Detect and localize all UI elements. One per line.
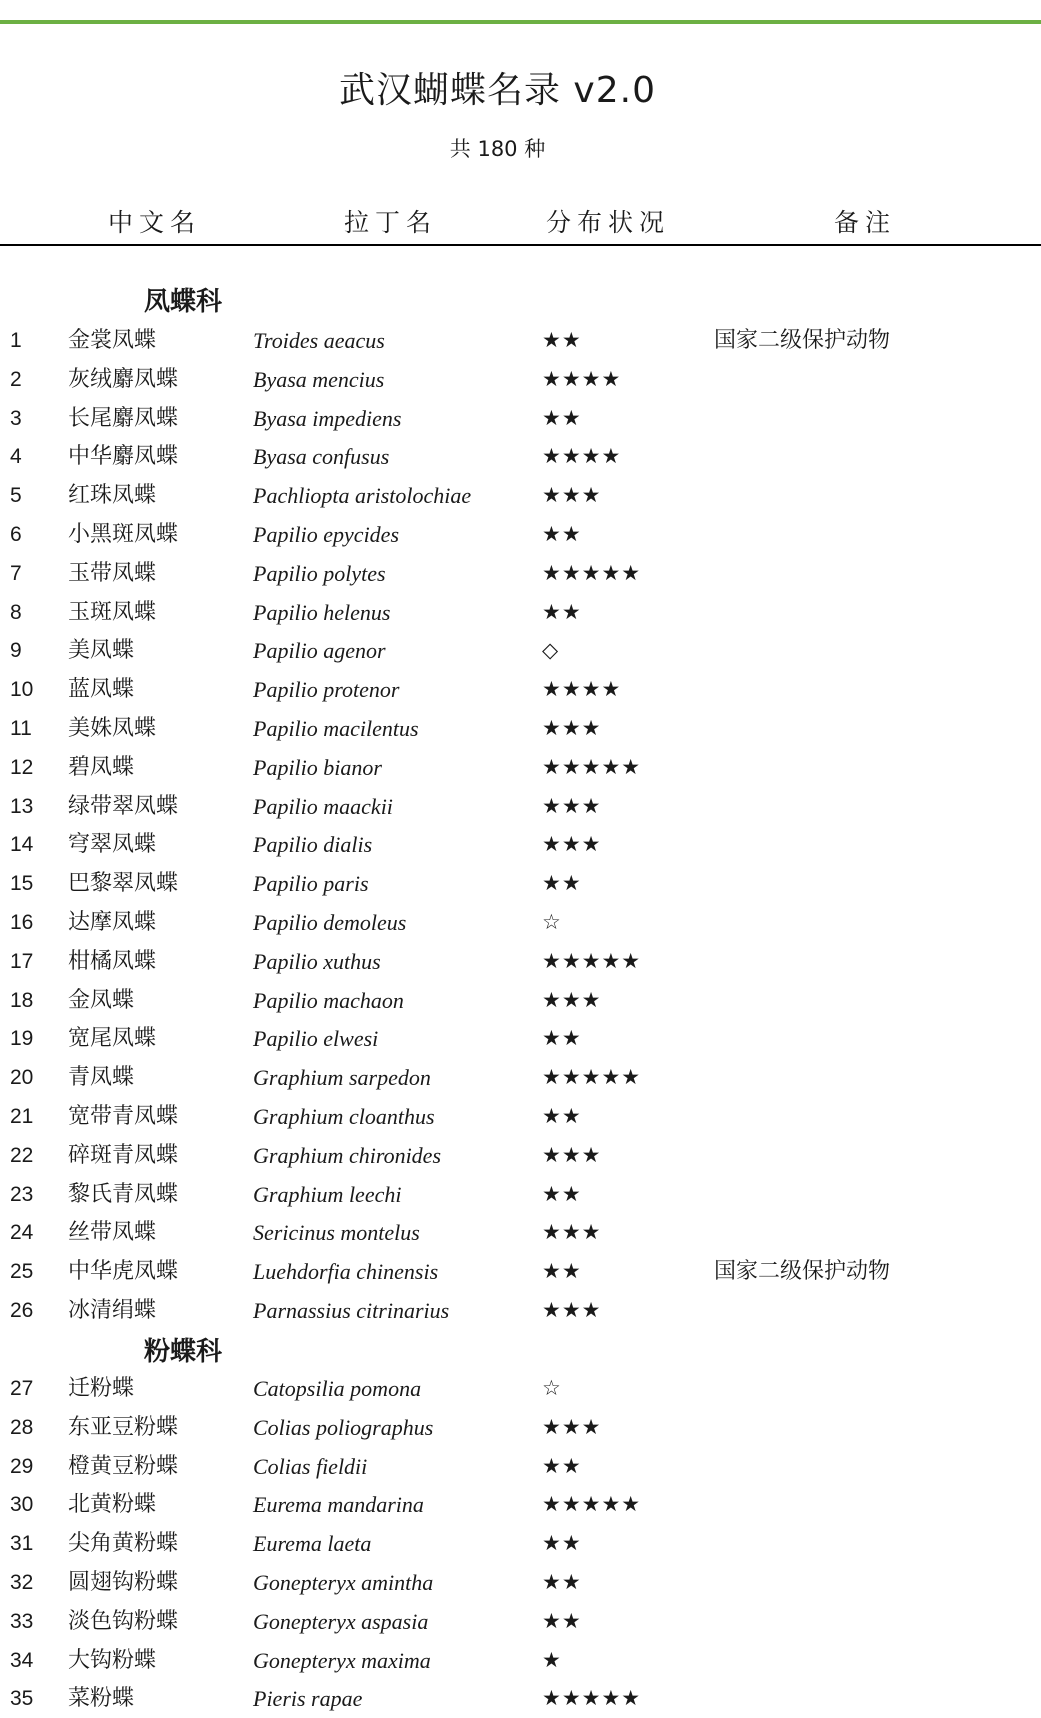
chinese-name: 北黄粉蝶 [68,1492,157,1517]
table-row [0,942,1041,981]
distribution-status: ★★ [542,600,582,624]
table-row [0,1679,1041,1718]
latin-name: Colias fieldii [253,1454,368,1479]
table-row [0,554,1041,593]
distribution-status: ☆ [542,910,562,934]
table-row [0,1097,1041,1136]
table-row [0,1641,1041,1680]
table-row [0,787,1041,826]
top-accent-bar [0,20,1041,24]
latin-name: Papilio demoleus [253,910,407,935]
chinese-name: 小黑斑凤蝶 [68,522,179,547]
table-row [0,825,1041,864]
chinese-name: 大钩粉蝶 [68,1648,157,1673]
latin-name: Byasa mencius [253,367,385,392]
chinese-name: 中华麝凤蝶 [68,444,179,469]
latin-name: Papilio paris [253,871,369,896]
table-row [0,437,1041,476]
table-row [0,748,1041,787]
latin-name: Luehdorfia chinensis [253,1259,439,1284]
distribution-status: ★★ [542,1609,582,1633]
chinese-name: 东亚豆粉蝶 [68,1415,179,1440]
row-number: 14 [10,833,34,856]
table-row [0,1563,1041,1602]
row-number: 28 [10,1416,34,1439]
latin-name: Pachliopta aristolochiae [253,483,472,508]
chinese-name: 宽带青凤蝶 [68,1104,179,1129]
row-number: 5 [10,484,22,507]
row-number: 12 [10,756,34,779]
latin-name: Papilio dialis [253,832,373,857]
row-number: 1 [10,329,22,352]
latin-name: Byasa impediens [253,406,402,431]
table-row [0,1175,1041,1214]
family-heading: 凤蝶科 [144,287,223,317]
latin-name: Gonepteryx maxima [253,1648,431,1673]
row-number: 6 [10,523,22,546]
distribution-status: ★★ [542,328,582,352]
row-number: 32 [10,1571,34,1594]
chinese-name: 玉斑凤蝶 [68,600,157,625]
latin-name: Papilio xuthus [253,949,381,974]
table-row [0,1369,1041,1408]
latin-name: Papilio protenor [253,677,400,702]
distribution-status: ★★★ [542,1220,602,1244]
chinese-name: 中华虎凤蝶 [68,1259,179,1284]
row-number: 21 [10,1105,34,1128]
distribution-status: ★★★ [542,716,602,740]
distribution-status: ★★ [542,1026,582,1050]
latin-name: Gonepteryx aspasia [253,1609,429,1634]
distribution-status: ★★★★★ [542,949,642,973]
distribution-status: ★★★ [542,1298,602,1322]
row-number: 19 [10,1027,34,1050]
distribution-status: ★★ [542,871,582,895]
table-row [0,515,1041,554]
table-row [0,321,1041,360]
distribution-status: ★★ [542,1570,582,1594]
chinese-name: 冰清绢蝶 [68,1298,157,1323]
row-number: 7 [10,562,22,585]
page-title: 武汉蝴蝶名录 v2.0 [338,70,656,111]
table-row [0,399,1041,438]
table-row [0,1019,1041,1058]
distribution-status: ★★★ [542,1415,602,1439]
distribution-status: ★★ [542,406,582,430]
row-number: 24 [10,1221,34,1244]
table-row [0,1252,1041,1291]
chinese-name: 圆翅钩粉蝶 [68,1570,179,1595]
distribution-status: ★★★★ [542,677,622,701]
table-row [0,476,1041,515]
row-number: 10 [10,678,34,701]
latin-name: Papilio machaon [253,988,404,1013]
chinese-name: 玉带凤蝶 [68,561,157,586]
latin-name: Graphium sarpedon [253,1065,431,1090]
table-row [0,1524,1041,1563]
row-number: 26 [10,1299,34,1322]
distribution-status: ◇ [542,638,560,662]
distribution-status: ★ [542,1648,562,1672]
latin-name: Byasa confusus [253,444,390,469]
table-row [0,1291,1041,1330]
chinese-name: 蓝凤蝶 [68,677,135,702]
latin-name: Graphium chironides [253,1143,442,1168]
chinese-name: 美姝凤蝶 [68,716,157,741]
remark: 国家二级保护动物 [714,1259,891,1284]
row-number: 13 [10,795,34,818]
table-row [0,903,1041,942]
remark: 国家二级保护动物 [714,328,891,353]
latin-name: Gonepteryx amintha [253,1570,434,1595]
row-number: 29 [10,1455,34,1478]
latin-name: Graphium leechi [253,1182,402,1207]
table-row [0,631,1041,670]
distribution-status: ★★ [542,1182,582,1206]
chinese-name: 美凤蝶 [68,638,135,663]
chinese-name: 黎氏青凤蝶 [68,1182,179,1207]
row-number: 31 [10,1532,34,1555]
row-number: 15 [10,872,34,895]
chinese-name: 菜粉蝶 [68,1686,135,1711]
chinese-name: 宽尾凤蝶 [68,1026,157,1051]
row-number: 27 [10,1377,34,1400]
chinese-name: 丝带凤蝶 [68,1220,157,1245]
header-divider [0,244,1041,246]
table-row [0,1213,1041,1252]
chinese-name: 淡色钩粉蝶 [68,1609,179,1634]
row-number: 9 [10,639,22,662]
table-row [0,1408,1041,1447]
latin-name: Papilio helenus [253,600,391,625]
latin-name: Eurema mandarina [253,1492,424,1517]
row-number: 23 [10,1183,34,1206]
distribution-status: ★★★★★ [542,561,642,585]
row-number: 11 [10,717,32,740]
chinese-name: 青凤蝶 [68,1065,135,1090]
chinese-name: 迁粉蝶 [68,1376,135,1401]
row-number: 22 [10,1144,34,1167]
distribution-status: ★★★ [542,794,602,818]
latin-name: Troides aeacus [253,328,385,353]
family-heading: 粉蝶科 [144,1337,223,1367]
latin-name: Papilio maackii [253,794,393,819]
row-number: 25 [10,1260,34,1283]
chinese-name: 尖角黄粉蝶 [68,1531,179,1556]
latin-name: Graphium cloanthus [253,1104,435,1129]
row-number: 20 [10,1066,34,1089]
row-number: 3 [10,407,22,430]
chinese-name: 金凤蝶 [68,988,135,1013]
distribution-status: ★★★★ [542,444,622,468]
table-row [0,864,1041,903]
latin-name: Catopsilia pomona [253,1376,422,1401]
distribution-status: ★★★ [542,988,602,1012]
table-row [0,670,1041,709]
chinese-name: 金裳凤蝶 [68,328,157,353]
chinese-name: 红珠凤蝶 [68,483,157,508]
latin-name: Papilio macilentus [253,716,419,741]
table-row [0,360,1041,399]
latin-name: Papilio elwesi [253,1026,379,1051]
chinese-name: 绿带翠凤蝶 [68,794,179,819]
latin-name: Papilio agenor [253,638,386,663]
table-row [0,593,1041,632]
chinese-name: 灰绒麝凤蝶 [68,367,179,392]
row-number: 30 [10,1493,34,1516]
distribution-status: ★★★★★ [542,1492,642,1516]
row-number: 4 [10,445,22,468]
column-header-latin: 拉丁名 [344,208,438,237]
chinese-name: 穹翠凤蝶 [68,832,157,857]
distribution-status: ★★★★★ [542,755,642,779]
distribution-status: ★★★★★ [542,1686,642,1710]
column-header-note: 备注 [834,208,897,237]
chinese-name: 达摩凤蝶 [68,910,157,935]
latin-name: Papilio epycides [253,522,400,547]
distribution-status: ★★ [542,1259,582,1283]
distribution-status: ★★ [542,1454,582,1478]
latin-name: Parnassius citrinarius [253,1298,450,1323]
row-number: 33 [10,1610,34,1633]
table-header [0,203,1041,243]
table-row [0,1602,1041,1641]
distribution-status: ★★★ [542,483,602,507]
chinese-name: 柑橘凤蝶 [68,949,157,974]
row-number: 17 [10,950,34,973]
species-count: 共 180 种 [449,137,546,161]
chinese-name: 巴黎翠凤蝶 [68,871,179,896]
distribution-status: ★★★★ [542,367,622,391]
table-row [0,1058,1041,1097]
chinese-name: 橙黄豆粉蝶 [68,1454,179,1479]
latin-name: Papilio polytes [253,561,386,586]
latin-name: Papilio bianor [253,755,382,780]
latin-name: Eurema laeta [253,1531,372,1556]
row-number: 8 [10,601,22,624]
distribution-status: ★★★ [542,1143,602,1167]
distribution-status: ★★★ [542,832,602,856]
distribution-status: ☆ [542,1376,562,1400]
table-row [0,1447,1041,1486]
column-header-cn: 中文名 [108,208,202,237]
distribution-status: ★★★★★ [542,1065,642,1089]
distribution-status: ★★ [542,1531,582,1555]
chinese-name: 碧凤蝶 [68,755,135,780]
row-number: 34 [10,1649,34,1672]
chinese-name: 碎斑青凤蝶 [68,1143,179,1168]
distribution-status: ★★ [542,1104,582,1128]
row-number: 16 [10,911,34,934]
latin-name: Sericinus montelus [253,1220,420,1245]
column-header-status: 分布状况 [546,208,671,237]
table-row [0,1136,1041,1175]
latin-name: Pieris rapae [253,1686,363,1711]
table-row [0,981,1041,1020]
chinese-name: 长尾麝凤蝶 [68,406,179,431]
row-number: 35 [10,1687,34,1710]
table-row [0,1485,1041,1524]
row-number: 18 [10,989,34,1012]
table-row [0,709,1041,748]
distribution-status: ★★ [542,522,582,546]
latin-name: Colias poliographus [253,1415,434,1440]
row-number: 2 [10,368,22,391]
